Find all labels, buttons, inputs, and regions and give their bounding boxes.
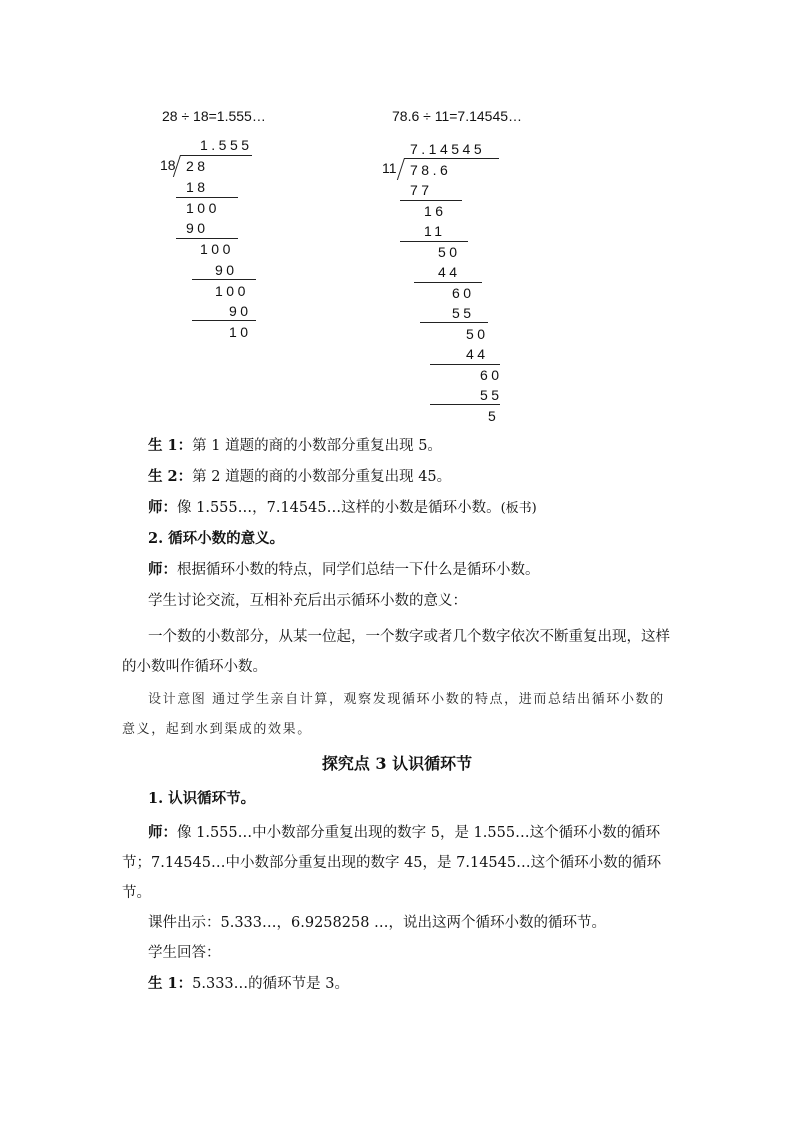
- left-step: 90: [186, 220, 209, 236]
- right-step: 16: [424, 203, 447, 219]
- right-step: 55: [452, 305, 475, 321]
- right-step: 50: [438, 244, 461, 260]
- left-rule: [192, 279, 256, 280]
- teacher-line-3: [122, 818, 678, 908]
- board-note: (板书): [500, 501, 537, 516]
- design-intent: [122, 685, 678, 745]
- right-rule: [420, 322, 488, 323]
- right-dividend: 78.6: [410, 162, 452, 178]
- teacher-line-2: [148, 560, 688, 580]
- student-3-line: [148, 974, 700, 994]
- design-text: 通过学生亲自计算，观察发现循环小数的特点，进而总结出循环小数的意义，起到水到渠成的效果。: [122, 692, 665, 737]
- left-step: 100: [215, 283, 249, 299]
- definition-paragraph: 一个数的小数部分，从某一位起，一个数字或者几个数字依次不断重复出现，这样的小数叫作循环小数。: [122, 629, 670, 675]
- left-step: 100: [200, 241, 234, 257]
- right-step: 44: [438, 264, 461, 280]
- left-step: 10: [229, 324, 252, 340]
- left-vinculum: [180, 155, 252, 156]
- right-quotient: 7.14545: [410, 141, 486, 157]
- heading-cycle: 1. 认识循环节。: [148, 790, 256, 807]
- speech-text: 像 1.555…，7.14545…这样的小数是循环小数。: [177, 500, 501, 516]
- right-rule: [414, 282, 482, 283]
- speaker-label: 生 1：: [148, 975, 193, 992]
- right-equation: 78.6 ÷ 11=7.14545…: [392, 108, 523, 124]
- speech-text: 像 1.555…中小数部分重复出现的数字 5，是 1.555…这个循环小数的循环节；7.14545…中小数部分重复出现的数字 45，是 7.14545…这个循环小数的循环节。: [122, 825, 662, 901]
- right-step: 11: [424, 223, 446, 239]
- right-step: 5: [488, 408, 500, 424]
- discussion-line: 学生讨论交流，互相补充后出示循环小数的意义：: [148, 593, 467, 609]
- left-quotient: 1.555: [200, 137, 253, 153]
- left-step: 100: [186, 200, 220, 216]
- heading-meaning: 2. 循环小数的意义。: [148, 530, 285, 547]
- left-rule: [192, 320, 256, 321]
- left-rule: [176, 238, 238, 239]
- right-step: 77: [410, 182, 433, 198]
- left-rule: [176, 197, 238, 198]
- speech-text: 第 1 道题的商的小数部分重复出现 5。: [192, 438, 442, 454]
- right-step: 60: [452, 285, 475, 301]
- right-bracket: [397, 158, 405, 180]
- left-step: 18: [186, 179, 209, 195]
- student-2-line: [148, 467, 688, 487]
- speaker-label: 生 2：: [148, 468, 193, 485]
- left-equation: 28 ÷ 18=1.555…: [162, 108, 266, 124]
- speech-text: 5.333…的循环节是 3。: [192, 976, 349, 992]
- right-rule: [400, 241, 468, 242]
- speech-text: 第 2 道题的商的小数部分重复出现 45。: [192, 469, 452, 485]
- right-rule: [430, 404, 500, 405]
- left-step: 90: [215, 262, 238, 278]
- right-vinculum: [404, 158, 499, 159]
- speaker-label: 生 1：: [148, 437, 193, 454]
- right-divisor: 11: [382, 160, 397, 176]
- right-step: 44: [466, 346, 489, 362]
- courseware-line: 课件出示：5.333…，6.9258258 …，说出这两个循环小数的循环节。: [148, 915, 607, 931]
- speaker-label: 师：: [148, 499, 177, 516]
- right-step: 60: [480, 367, 503, 383]
- section-title: 探究点 3 认识循环节: [321, 754, 473, 773]
- speaker-label: 师：: [148, 824, 177, 841]
- right-step: 55: [480, 387, 503, 403]
- speech-text: 根据循环小数的特点，同学们总结一下什么是循环小数。: [177, 562, 540, 578]
- student-1-line: [148, 436, 688, 456]
- left-dividend: 28: [186, 158, 209, 174]
- left-divisor: 18: [160, 157, 176, 173]
- left-step: 90: [229, 303, 252, 319]
- right-rule: [430, 364, 500, 365]
- right-step: 50: [466, 326, 489, 342]
- speaker-label: 师：: [148, 561, 177, 578]
- design-label: 设计意图: [148, 692, 207, 707]
- answer-line: 学生回答：: [148, 945, 221, 961]
- teacher-line-1: [148, 498, 708, 519]
- right-rule: [400, 200, 462, 201]
